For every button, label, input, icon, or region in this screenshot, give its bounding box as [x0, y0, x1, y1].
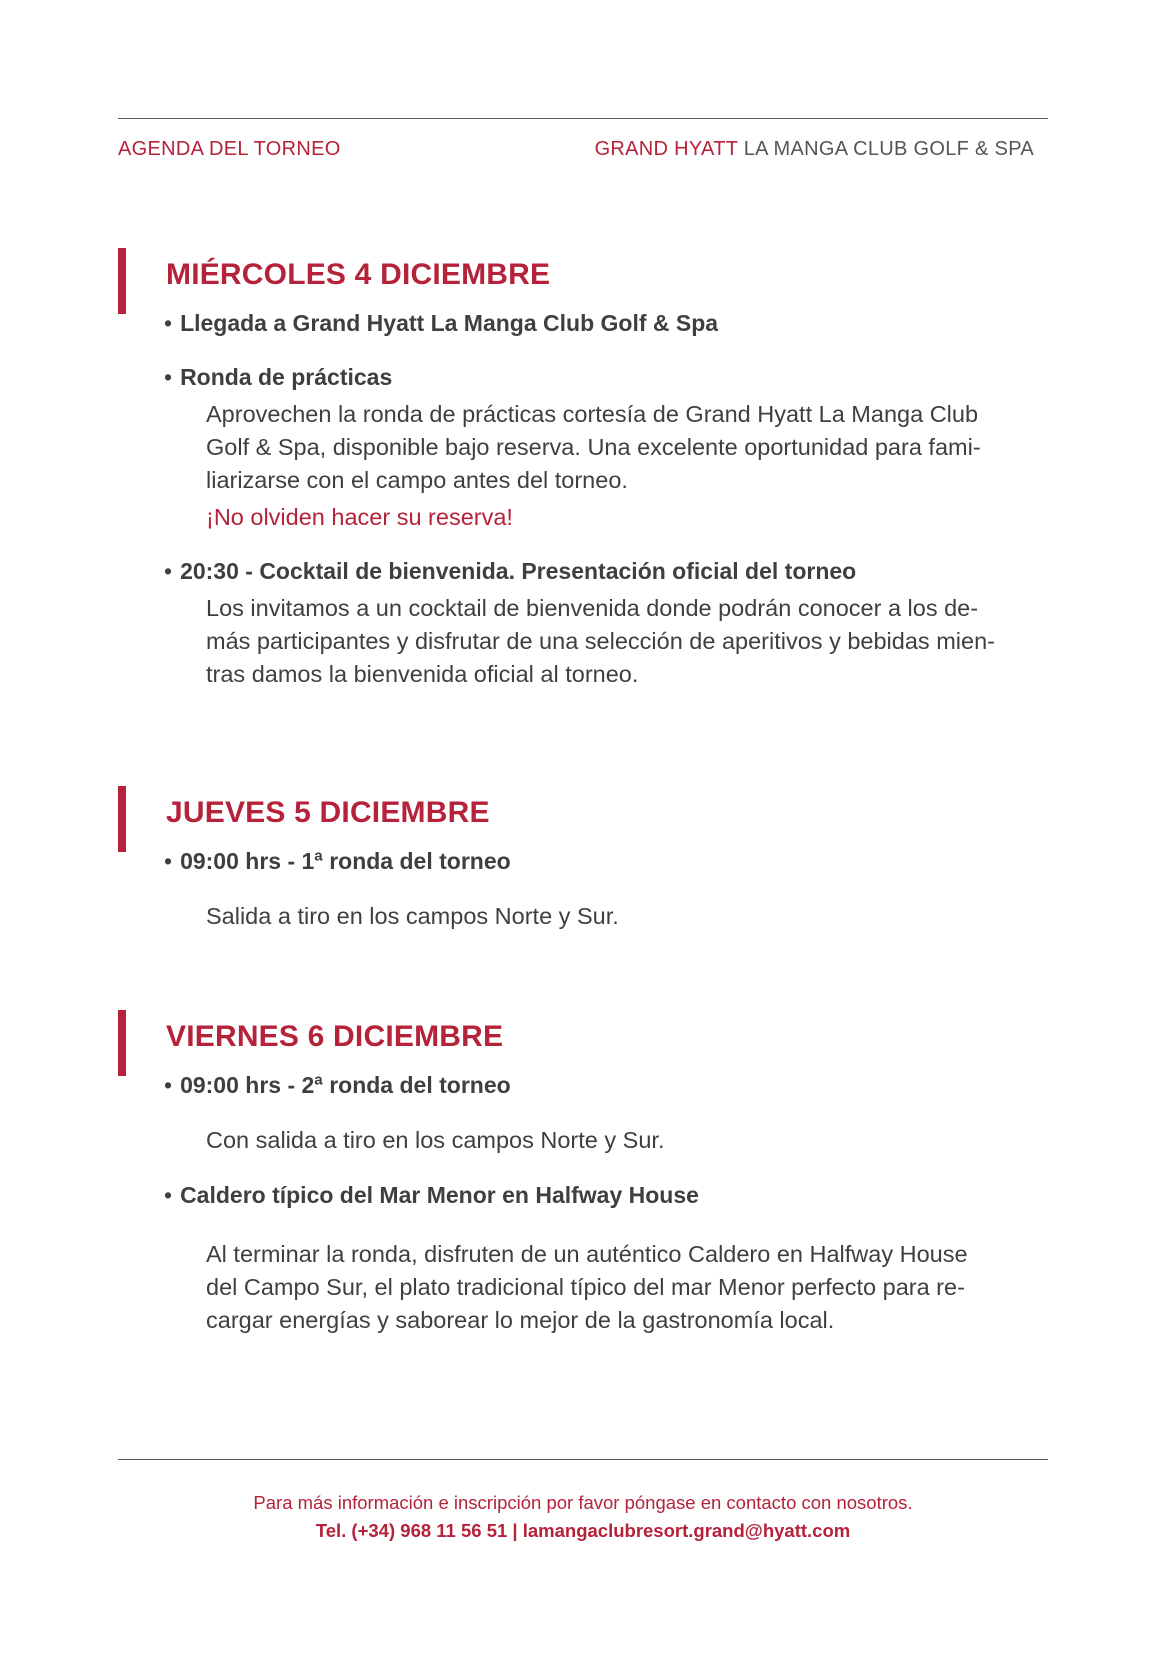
agenda-item-title: [164, 1072, 511, 1099]
description-line: Aprovechen la ronda de prácticas cortesía de Grand Hyatt La Manga Club: [206, 401, 979, 427]
bullet-icon: •: [164, 848, 173, 874]
agenda-item-label: Ronda de prácticas: [180, 364, 393, 390]
agenda-item-title: [164, 1182, 699, 1209]
document-section-label: AGENDA DEL TORNEO: [118, 138, 341, 160]
description-line: cargar energías y saborear lo mejor de la gastronomía local.: [206, 1307, 835, 1333]
bullet-icon: •: [164, 364, 173, 390]
description-line: Golf & Spa, disponible bajo reserva. Una excelente oportunidad para fami-: [206, 434, 981, 460]
agenda-item-title: [164, 848, 511, 875]
agenda-item-label: Caldero típico del Mar Menor en Halfway House: [180, 1182, 699, 1208]
day-title: VIERNES 6 DICIEMBRE: [166, 1020, 504, 1053]
bullet-icon: •: [164, 310, 173, 336]
agenda-item-label: 20:30 - Cocktail de bienvenida. Presentación oficial del torneo: [180, 558, 857, 584]
agenda-item-description: [206, 592, 1048, 691]
reservation-reminder: ¡No olviden hacer su reserva!: [206, 504, 513, 530]
footer-divider: [118, 1459, 1048, 1460]
day-accent-bar: [118, 786, 126, 852]
description-line: Con salida a tiro en los campos Norte y Sur.: [206, 1127, 665, 1153]
agenda-item-title: [164, 310, 718, 337]
day-title: JUEVES 5 DICIEMBRE: [166, 796, 490, 829]
description-line: del Campo Sur, el plato tradicional típico del mar Menor perfecto para re-: [206, 1274, 965, 1300]
description-line: tras damos la bienvenida oficial al torneo.: [206, 661, 639, 687]
agenda-item-label: 09:00 hrs - 1ª ronda del torneo: [180, 848, 511, 874]
brand-accent: GRAND HYATT: [594, 138, 738, 160]
document-brand-label: [595, 138, 1034, 161]
day-accent-bar: [118, 248, 126, 314]
description-line: Los invitamos a un cocktail de bienvenida donde podrán conocer a los de-: [206, 595, 979, 621]
footer-contact-text: Tel. (+34) 968 11 56 51 | lamangaclubresort.grand@hyatt.com: [315, 1520, 851, 1541]
day-title: MIÉRCOLES 4 DICIEMBRE: [166, 258, 551, 291]
description-line: liarizarse con el campo antes del torneo.: [206, 467, 628, 493]
agenda-item-description: [206, 900, 1048, 933]
description-line: más participantes y disfrutar de una selección de aperitivos y bebidas mien-: [206, 628, 995, 654]
agenda-item-title: [164, 364, 392, 391]
agenda-item-label: 09:00 hrs - 2ª ronda del torneo: [180, 1072, 511, 1098]
footer-info-text: Para más información e inscripción por favor póngase en contacto con nosotros.: [253, 1492, 913, 1513]
header-divider: [118, 118, 1048, 119]
agenda-item-label: Llegada a Grand Hyatt La Manga Club Golf & Spa: [180, 310, 719, 336]
agenda-item-description: [206, 1124, 1048, 1157]
bullet-icon: •: [164, 558, 173, 584]
agenda-item-description: [206, 1238, 1048, 1337]
agenda-item-description: [206, 398, 1048, 497]
agenda-item-title: [164, 558, 856, 585]
brand-rest: LA MANGA CLUB GOLF & SPA: [743, 138, 1034, 160]
description-line: Salida a tiro en los campos Norte y Sur.: [206, 903, 619, 929]
bullet-icon: •: [164, 1182, 173, 1208]
day-accent-bar: [118, 1010, 126, 1076]
bullet-icon: •: [164, 1072, 173, 1098]
description-line: Al terminar la ronda, disfruten de un auténtico Caldero en Halfway House: [206, 1241, 968, 1267]
